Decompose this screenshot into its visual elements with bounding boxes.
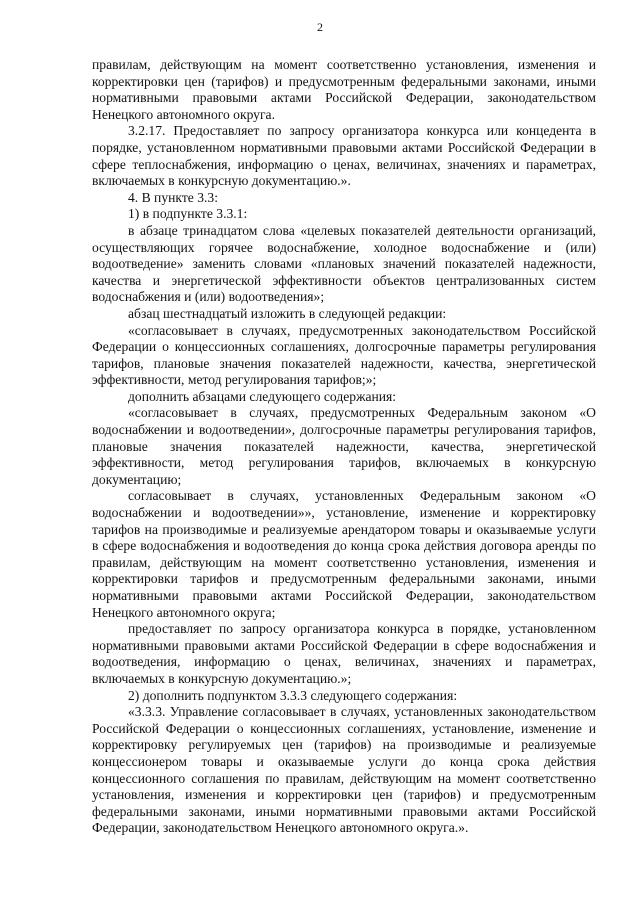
paragraph: «согласовывает в случаях, предусмотренных Федеральным законом «О водоснабжении и водоотведении», долгосрочные параметры регулирования тарифов, плановые значения показателей надежности, качества, энергетической эффективности, метод регулирования тарифов, включаемых в конкурсную документацию; <box>92 405 596 487</box>
paragraph: 2) дополнить подпунктом 3.3.3 следующего содержания: <box>128 687 458 703</box>
paragraph: 1) в подпункте 3.3.1: <box>128 206 248 222</box>
paragraph: в абзаце тринадцатом слова «целевых показателей деятельности организаций, осуществляющих горячее водоснабжение, холодное водоснабжение и (или) водоотведение» заменить словами «плановых значений показателей надежности, качества и энергетической эффективности объектов централизованных систем водоснабжения и (или) водоотведения»; <box>92 222 596 305</box>
paragraph: согласовывает в случаях, установленных Федеральным законом «О водоснабжении и водоотведении»», установление, изменение и корректировку тарифов на производимые и реализуемые арендатором товары и оказываемые услуги в сфере водоснабжения и водоотведения до конца срока действия договора аренды по правилам, действующим на момент соответственно установления, изменения и корректировки тарифов и предусмотренным федеральными законами, иными нормативными правовыми актами Российской Федерации, законодательством Ненецкого автономного округа; <box>92 488 596 620</box>
paragraph: 4. В пункте 3.3: <box>128 189 218 205</box>
paragraph: 3.2.17. Предоставляет по запросу организатора конкурса или концедента в порядке, установленном нормативными правовыми актами Российской Федерации в сфере теплоснабжения, информацию о ценах, величинах, значениях и параметрах, включаемых в конкурсную документацию.». <box>92 123 596 189</box>
paragraph: «3.3.3. Управление согласовывает в случаях, установленных законодательством Российской Федерации о концессионных соглашениях, установление, изменение и корректировку регулируемых цен (тарифов) на производимые и реализуемые концессионером товары и оказываемые услуги до конца срока действия концессионного соглашения по правилам, действующим на момент соответственно установления, изменения и корректировки цен (тарифов) и предусмотренным федеральными законами, иными нормативными правовыми актами Российской Федерации, законодательством Ненецкого автономного округа.». <box>92 704 596 836</box>
document-body <box>92 57 596 837</box>
paragraph: дополнить абзацами следующего содержания: <box>128 388 397 404</box>
paragraph: предоставляет по запросу организатора конкурса в порядке, установленном нормативными правовыми актами Российской Федерации в сфере водоснабжения и водоотведения, информацию о ценах, величинах, значениях и параметрах, включаемых в конкурсную документацию.»; <box>92 621 596 686</box>
paragraph: «согласовывает в случаях, предусмотренных законодательством Российской Федерации о концессионных соглашениях, долгосрочные параметры регулирования тарифов, плановые значения показателей надежности, качества, энергетической эффективности, метод регулирования тарифов;»; <box>92 322 596 388</box>
page-number: 2 <box>317 20 323 34</box>
paragraph: правилам, действующим на момент соответственно установления, изменения и корректировки цен (тарифов) и предусмотренным федеральными законами, иными нормативными правовыми актами Российской Федерации, законодательством Ненецкого автономного округа. <box>92 57 596 122</box>
paragraph: абзац шестнадцатый изложить в следующей редакции: <box>128 305 447 321</box>
